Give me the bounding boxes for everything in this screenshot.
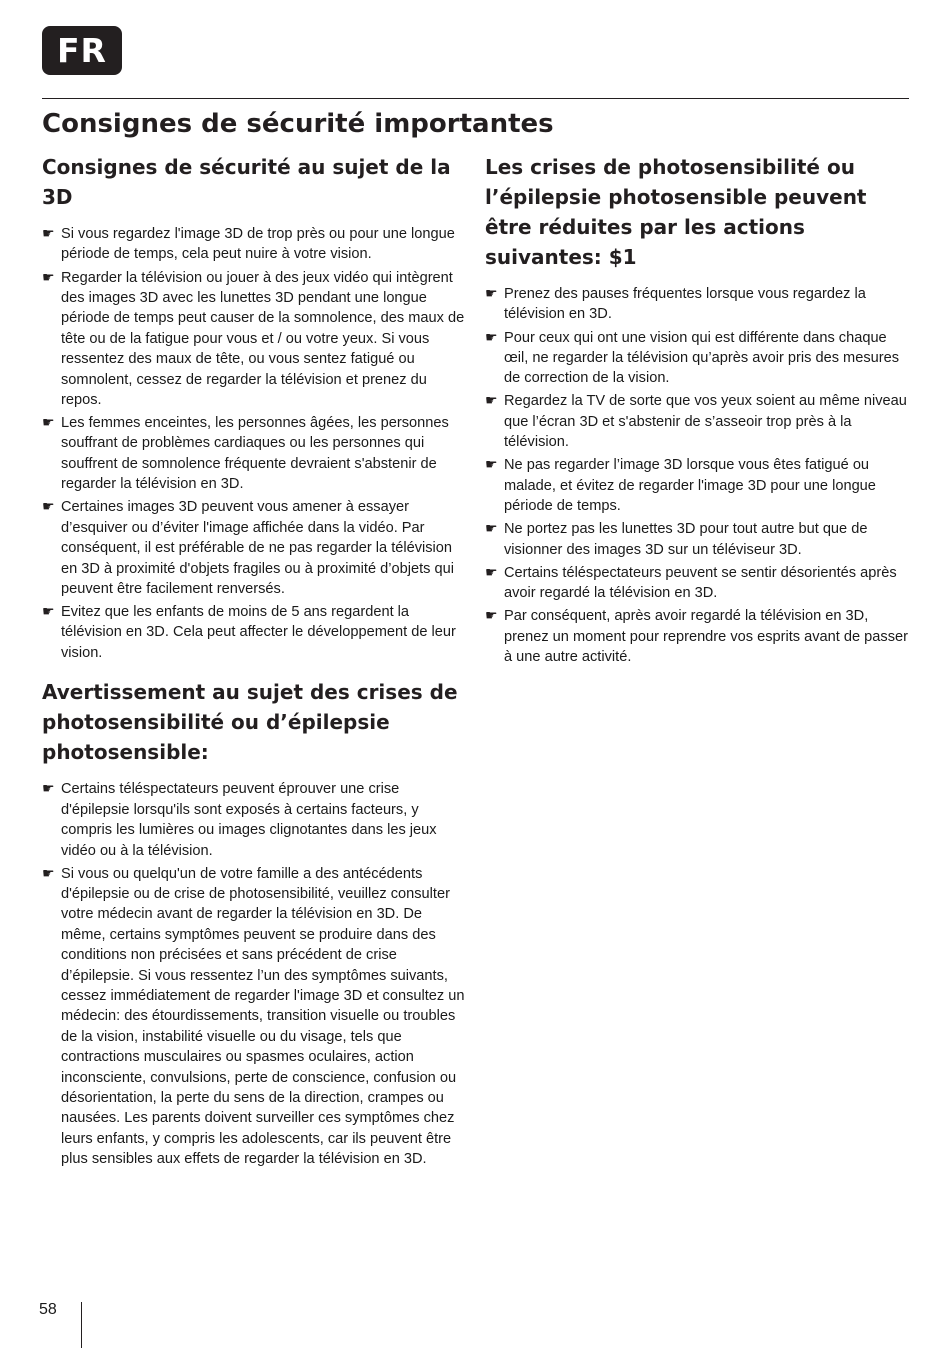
pointing-hand-icon: ☛ <box>485 329 498 346</box>
list-item: ☛ Regarder la télévision ou jouer à des jeux vidéo qui intègrent des images 3D avec les lunettes 3D pendant une longue période de temps peut causer de la somnolence, des maux de tête ou de la fatigue pour vous et / ou votre yeux. Si vous ressentez des maux de tête, ou vous sentez fatigué ou somnolent, cessez de regarder la télévision et prenez du repos. <box>42 269 465 408</box>
left-column <box>42 152 466 1172</box>
bullet-list-photosensitivity-warning <box>42 779 466 1169</box>
pointing-hand-icon: ☛ <box>485 393 498 410</box>
pointing-hand-icon: ☛ <box>485 608 498 625</box>
list-item: ☛ Certains téléspectateurs peuvent éprouver une crise d'épilepsie lorsqu'ils sont exposés à certains facteurs, y compris les lumières ou images clignotantes dans les jeux vidéo ou à la télévision. <box>42 781 437 859</box>
section-heading-3d-safety: Consignes de sécurité au sujet de la 3D <box>42 155 451 209</box>
pointing-hand-icon: ☛ <box>42 226 55 242</box>
pointing-hand-icon: ☛ <box>42 865 55 882</box>
list-item: ☛ Ne pas regarder l’image 3D lorsque vous êtes fatigué ou malade, et évitez de regarder l'image 3D pour une longue période de temps. <box>485 457 876 515</box>
list-item: ☛ Prenez des pauses fréquentes lorsque vous regardez la télévision en 3D. <box>485 286 866 323</box>
list-item: ☛ Ne portez pas les lunettes 3D pour tout autre but que de visionner des images 3D sur un téléviseur 3D. <box>485 521 868 558</box>
list-item: ☛ Si vous regardez l'image 3D de trop près ou pour une longue période de temps, cela peut nuire à votre vision. <box>42 226 455 263</box>
section-heading-risk-reduction: Les crises de photosensibilité ou l’épilepsie photosensible peuvent être réduites par les actions suivantes: $1 <box>485 155 867 269</box>
list-item: ☛ Pour ceux qui ont une vision qui est différente dans chaque œil, ne regarder la télévision qu’après avoir pris des mesures de correction de la vision. <box>485 329 900 387</box>
pointing-hand-icon: ☛ <box>42 604 55 621</box>
header-rule <box>42 98 909 99</box>
bullet-list-risk-reduction <box>485 284 909 667</box>
list-item: ☛ Par conséquent, après avoir regardé la télévision en 3D, prenez un moment pour reprendre vos esprits avant de passer à une autre activité. <box>485 608 908 666</box>
pointing-hand-icon: ☛ <box>42 781 55 798</box>
section-heading-photosensitivity-warning: Avertissement au sujet des crises de photosensibilité ou d’épilepsie photosensible: <box>42 680 458 765</box>
pointing-hand-icon: ☛ <box>485 457 498 474</box>
bullet-list-3d-safety <box>42 224 466 663</box>
pointing-hand-icon: ☛ <box>42 415 55 432</box>
pointing-hand-icon: ☛ <box>485 286 498 302</box>
list-item: ☛ Regardez la TV de sorte que vos yeux soient au même niveau que l’écran 3D et s'abstenir de s’asseoir trop près à la télévision. <box>485 393 907 451</box>
pointing-hand-icon: ☛ <box>42 499 55 516</box>
page-title: Consignes de sécurité importantes <box>42 109 554 139</box>
pointing-hand-icon: ☛ <box>485 564 498 581</box>
pointing-hand-icon: ☛ <box>485 521 498 538</box>
list-item: ☛ Les femmes enceintes, les personnes âgées, les personnes souffrant de problèmes cardiaques ou les personnes qui souffrent de somnolence fréquente devraient s'abstenir de regarder la télévision en 3D. <box>42 415 449 493</box>
list-item: ☛ Certains téléspectateurs peuvent se sentir désorientés après avoir regardé la télévision en 3D. <box>485 564 897 602</box>
list-item: ☛ Si vous ou quelqu'un de votre famille a des antécédents d'épilepsie ou de crise de photosensibilité, veuillez consulter votre médecin avant de regarder la télévision en 3D. De même, certains symptômes peuvent se produire dans des conditions non précisées et sans précédent de crise d’épilepsie. Si vous ressentez l’un des symptômes suivants, cessez immédiatement de regarder l'image 3D et consultez un médecin: des étourdissements, transition visuelle ou troubles de la vision, instabilité visuelle ou du visage, tels que contractions musculaires ou spasmes oculaires, action inconsciente, convulsions, perte de conscience, confusion ou désorientation, la perte du sens de la direction, crampes ou nausées. Les parents doivent surveiller ces symptômes chez leurs enfants, y compris les adolescents, car ils peuvent être plus sensibles aux effets de regarder la télévision en 3D. <box>42 865 465 1168</box>
list-item: ☛ Evitez que les enfants de moins de 5 ans regardent la télévision en 3D. Cela peut affecter le développement de leur vision. <box>42 604 456 661</box>
page-number: 58 <box>39 1301 57 1318</box>
language-badge: FR <box>42 26 122 75</box>
right-column <box>485 152 909 670</box>
pointing-hand-icon: ☛ <box>42 269 55 286</box>
list-item: ☛ Certaines images 3D peuvent vous amener à essayer d’esquiver ou d’éviter l'image affichée dans la vidéo. Par conséquent, il est préférable de ne pas regarder la télévision en 3D à proximité d'objets fragiles ou à proximité d’objets qui peuvent être facilement renversés. <box>42 499 454 597</box>
page-number-divider <box>81 1302 82 1348</box>
